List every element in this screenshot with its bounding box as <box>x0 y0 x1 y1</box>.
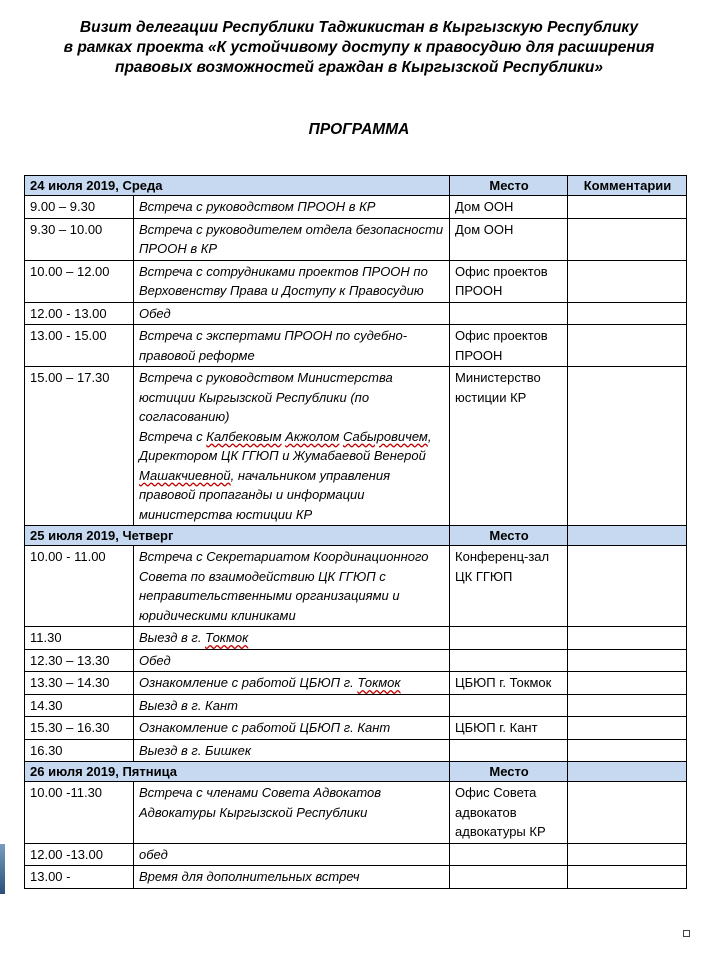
comments-cell <box>568 717 687 740</box>
event-cell: Обед <box>134 302 450 325</box>
place-cell: ЦБЮП г. Токмок <box>450 672 568 695</box>
comments-cell <box>568 739 687 762</box>
table-row <box>25 367 687 526</box>
time-cell: 13.00 - 15.00 <box>25 325 134 367</box>
comments-cell <box>568 302 687 325</box>
place-cell <box>450 649 568 672</box>
event-cell: Время для дополнительных встреч <box>134 866 450 889</box>
comments-cell <box>568 866 687 889</box>
time-cell: 12.00 -13.00 <box>25 843 134 866</box>
table-row <box>25 866 687 889</box>
event-cell: Ознакомление с работой ЦБЮП г. Кант <box>134 717 450 740</box>
day-header-row <box>25 176 687 196</box>
comments-cell <box>568 325 687 367</box>
place-cell: Офис проектов ПРООН <box>450 325 568 367</box>
place-cell: Дом ООН <box>450 218 568 260</box>
event-text: Ознакомление с работой ЦБЮП г. <box>139 675 358 690</box>
event-cell: Выезд в г. Бишкек <box>134 739 450 762</box>
time-cell: 15.30 – 16.30 <box>25 717 134 740</box>
event-cell <box>134 367 450 526</box>
event-cell: Встреча с сотрудниками проектов ПРООН по Верховенству Права и Доступу к Правосудию <box>134 260 450 302</box>
table-row <box>25 627 687 650</box>
time-cell: 14.30 <box>25 694 134 717</box>
time-cell: 10.00 -11.30 <box>25 782 134 844</box>
place-cell: Министерство юстиции КР <box>450 367 568 526</box>
table-row <box>25 717 687 740</box>
table-row <box>25 649 687 672</box>
table-row <box>25 196 687 219</box>
place-column-header: Место <box>450 176 568 196</box>
time-cell: 12.00 - 13.00 <box>25 302 134 325</box>
spellcheck-word: Сабыровичем <box>342 428 428 444</box>
comments-cell <box>568 367 687 526</box>
event-cell: Встреча с членами Совета Адвокатов Адвокатуры Кыргызской Республики <box>134 782 450 844</box>
table-row <box>25 843 687 866</box>
event-cell: Встреча с руководителем отдела безопасности ПРООН в КР <box>134 218 450 260</box>
table-row <box>25 302 687 325</box>
left-edge-artifact <box>0 844 5 894</box>
event-text: , Директором ЦК ГГЮП и Жумабаевой Венерой <box>139 428 432 463</box>
event-text: Выезд в г. <box>139 630 206 645</box>
document-header <box>0 18 718 78</box>
comments-cell <box>568 260 687 302</box>
comments-cell <box>568 672 687 695</box>
spellcheck-word: Токмок <box>357 675 401 690</box>
place-cell: ЦБЮП г. Кант <box>450 717 568 740</box>
event-text: Встреча с <box>139 428 207 444</box>
time-cell: 13.30 – 14.30 <box>25 672 134 695</box>
time-cell: 13.00 - <box>25 866 134 889</box>
spellcheck-word: Токмок <box>205 630 249 645</box>
time-cell: 10.00 - 11.00 <box>25 546 134 627</box>
table-resize-handle[interactable] <box>683 930 690 937</box>
header-line-3: правовых возможностей граждан в Кыргызской Республики» <box>114 59 603 76</box>
place-column-header: Место <box>450 762 568 782</box>
place-cell <box>450 627 568 650</box>
time-cell: 11.30 <box>25 627 134 650</box>
event-cell: Встреча с экспертами ПРООН по судебно-правовой реформе <box>134 325 450 367</box>
place-cell: Дом ООН <box>450 196 568 219</box>
event-cell: Встреча с Секретариатом Координационного Совета по взаимодействию ЦК ГГЮП с неправительственными организациями и юридическими клиниками <box>134 546 450 627</box>
table-row <box>25 694 687 717</box>
place-cell: Офис Совета адвокатов адвокатуры КР <box>450 782 568 844</box>
place-cell <box>450 739 568 762</box>
time-cell: 10.00 – 12.00 <box>25 260 134 302</box>
time-cell: 9.00 – 9.30 <box>25 196 134 219</box>
day-date: 25 июля 2019, Четверг <box>25 526 450 546</box>
comments-cell <box>568 694 687 717</box>
comments-cell <box>568 843 687 866</box>
place-cell <box>450 694 568 717</box>
event-cell: Обед <box>134 649 450 672</box>
place-column-header: Место <box>450 526 568 546</box>
header-line-2: в рамках проекта «К устойчивому доступу к правосудию для расширения <box>63 39 655 56</box>
place-cell: Офис проектов ПРООН <box>450 260 568 302</box>
comments-cell <box>568 627 687 650</box>
schedule-table <box>24 175 687 889</box>
comments-cell <box>568 649 687 672</box>
spellcheck-word: Машакчиевной <box>139 467 231 483</box>
time-cell: 16.30 <box>25 739 134 762</box>
day-header-row <box>25 762 687 782</box>
day-header-row <box>25 526 687 546</box>
program-title: ПРОГРАММА <box>308 121 410 138</box>
table-row <box>25 782 687 844</box>
comments-cell <box>568 196 687 219</box>
comments-cell <box>568 782 687 844</box>
event-cell: Выезд в г. Кант <box>134 694 450 717</box>
header-line-1: Визит делегации Республики Таджикистан в Кыргызскую Республику <box>79 19 639 36</box>
time-cell: 12.30 – 13.30 <box>25 649 134 672</box>
day-date: 24 июля 2019, Среда <box>25 176 450 196</box>
event-cell: обед <box>134 843 450 866</box>
comments-cell <box>568 546 687 627</box>
spellcheck-word: Калбековым <box>206 428 282 444</box>
table-row <box>25 739 687 762</box>
comments-column-header: Комментарии <box>568 176 687 196</box>
place-cell: Конференц-зал ЦК ГГЮП <box>450 546 568 627</box>
event-text: Встреча с руководством Министерства юстиции Кыргызской Республики (по согласованию) <box>139 370 393 424</box>
table-row <box>25 546 687 627</box>
event-cell: Встреча с руководством ПРООН в КР <box>134 196 450 219</box>
event-cell <box>134 627 450 650</box>
table-row <box>25 325 687 367</box>
event-text: , начальником управления правовой пропаганды и информации министерства юстиции КР <box>139 467 391 522</box>
event-cell <box>134 672 450 695</box>
comments-cell <box>568 218 687 260</box>
place-cell <box>450 302 568 325</box>
time-cell: 9.30 – 10.00 <box>25 218 134 260</box>
time-cell: 15.00 – 17.30 <box>25 367 134 526</box>
table-row <box>25 672 687 695</box>
table-row <box>25 260 687 302</box>
place-cell <box>450 866 568 889</box>
place-cell <box>450 843 568 866</box>
comments-column-header <box>568 762 687 782</box>
day-date: 26 июля 2019, Пятница <box>25 762 450 782</box>
comments-column-header <box>568 526 687 546</box>
spellcheck-word: Акжолом <box>285 428 340 444</box>
table-row <box>25 218 687 260</box>
